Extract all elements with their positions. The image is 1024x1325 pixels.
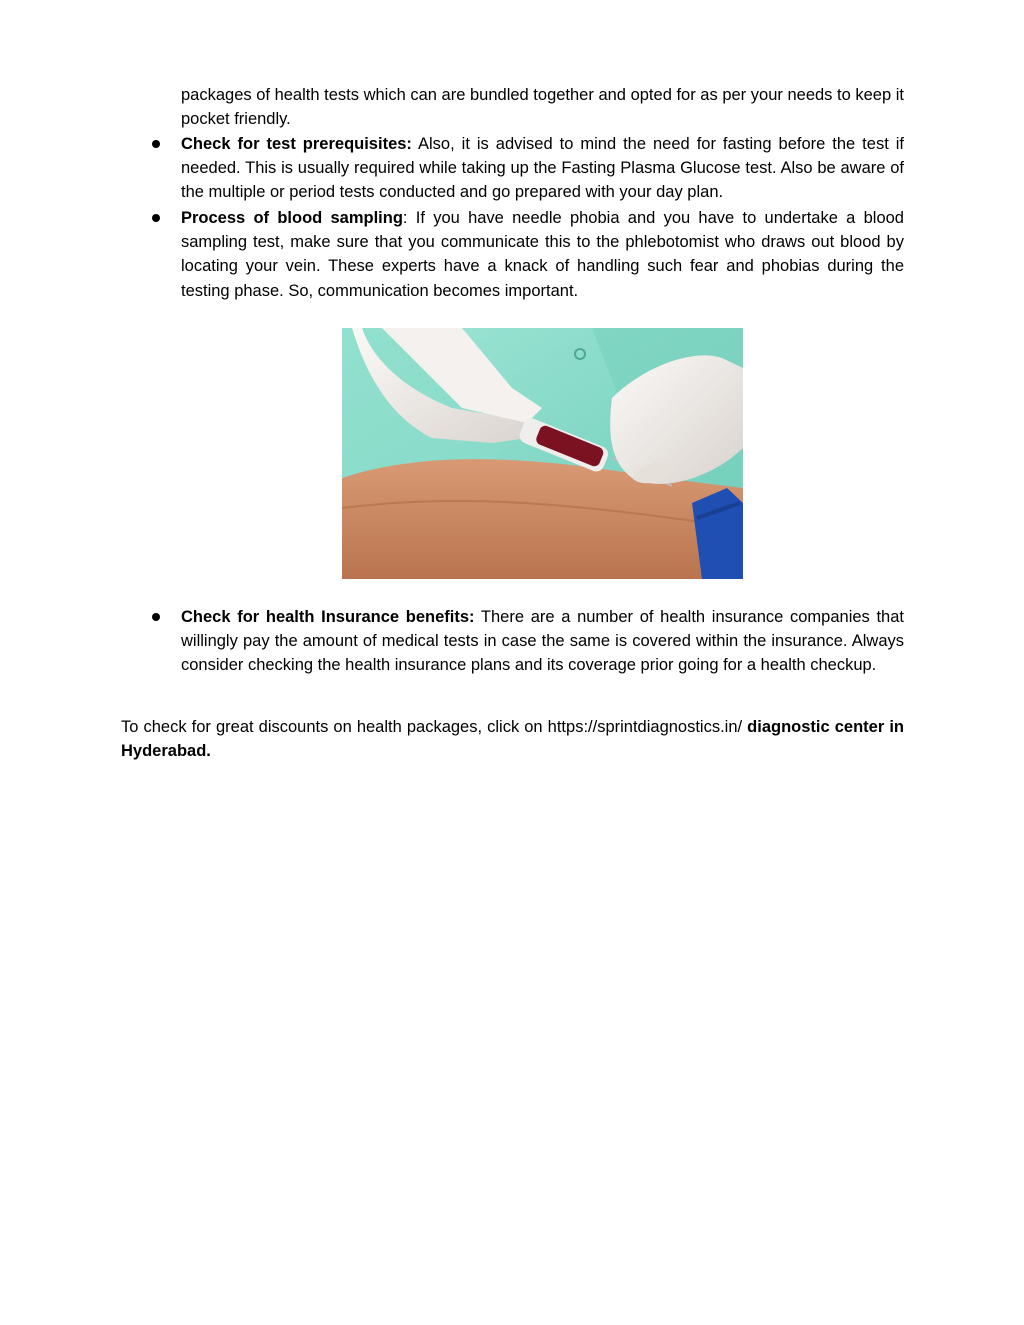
bullet-dot <box>152 140 160 148</box>
continuation-paragraph: packages of health tests which can are bundled together and opted for as per your needs to keep it pocket friendly. <box>181 86 904 129</box>
bullet-test-prerequisites <box>181 132 904 205</box>
bullet-blood-sampling <box>181 206 904 303</box>
bullet-heading: Check for health Insurance benefits: <box>181 608 475 626</box>
bullet-heading: Process of blood sampling <box>181 209 403 227</box>
closing-bold-link-text: diagnostic center in Hyderabad. <box>121 718 904 761</box>
bullet-insurance-benefits <box>181 605 904 678</box>
bullet-text: : If you have needle phobia and you have to undertake a blood sampling test, make sure that you communicate this to the phlebotomist who draws out blood by locating your vein. These experts have a knack of handling such fear and phobias during the testing phase. So, communication becomes important. <box>181 209 904 300</box>
blood-draw-photo <box>342 328 743 579</box>
closing-paragraph <box>121 715 904 763</box>
bullet-text: Also, it is advised to mind the need for fasting before the test if needed. This is usually required while taking up the Fasting Plasma Glucose test. Also be aware of the multiple or period tests conducted and go prepared with your day plan. <box>181 135 905 202</box>
bullet-text: There are a number of health insurance companies that willingly pay the amount of medical tests in case the same is covered within the insurance. Always consider checking the health insurance plans and its coverage prior going for a health checkup. <box>181 608 904 675</box>
bullet-dot <box>152 214 160 222</box>
bullet-dot <box>152 613 160 621</box>
bullet-heading: Check for test prerequisites: <box>181 135 412 153</box>
closing-text: To check for great discounts on health packages, click on https://sprintdiagnostics.in/ <box>121 718 748 736</box>
